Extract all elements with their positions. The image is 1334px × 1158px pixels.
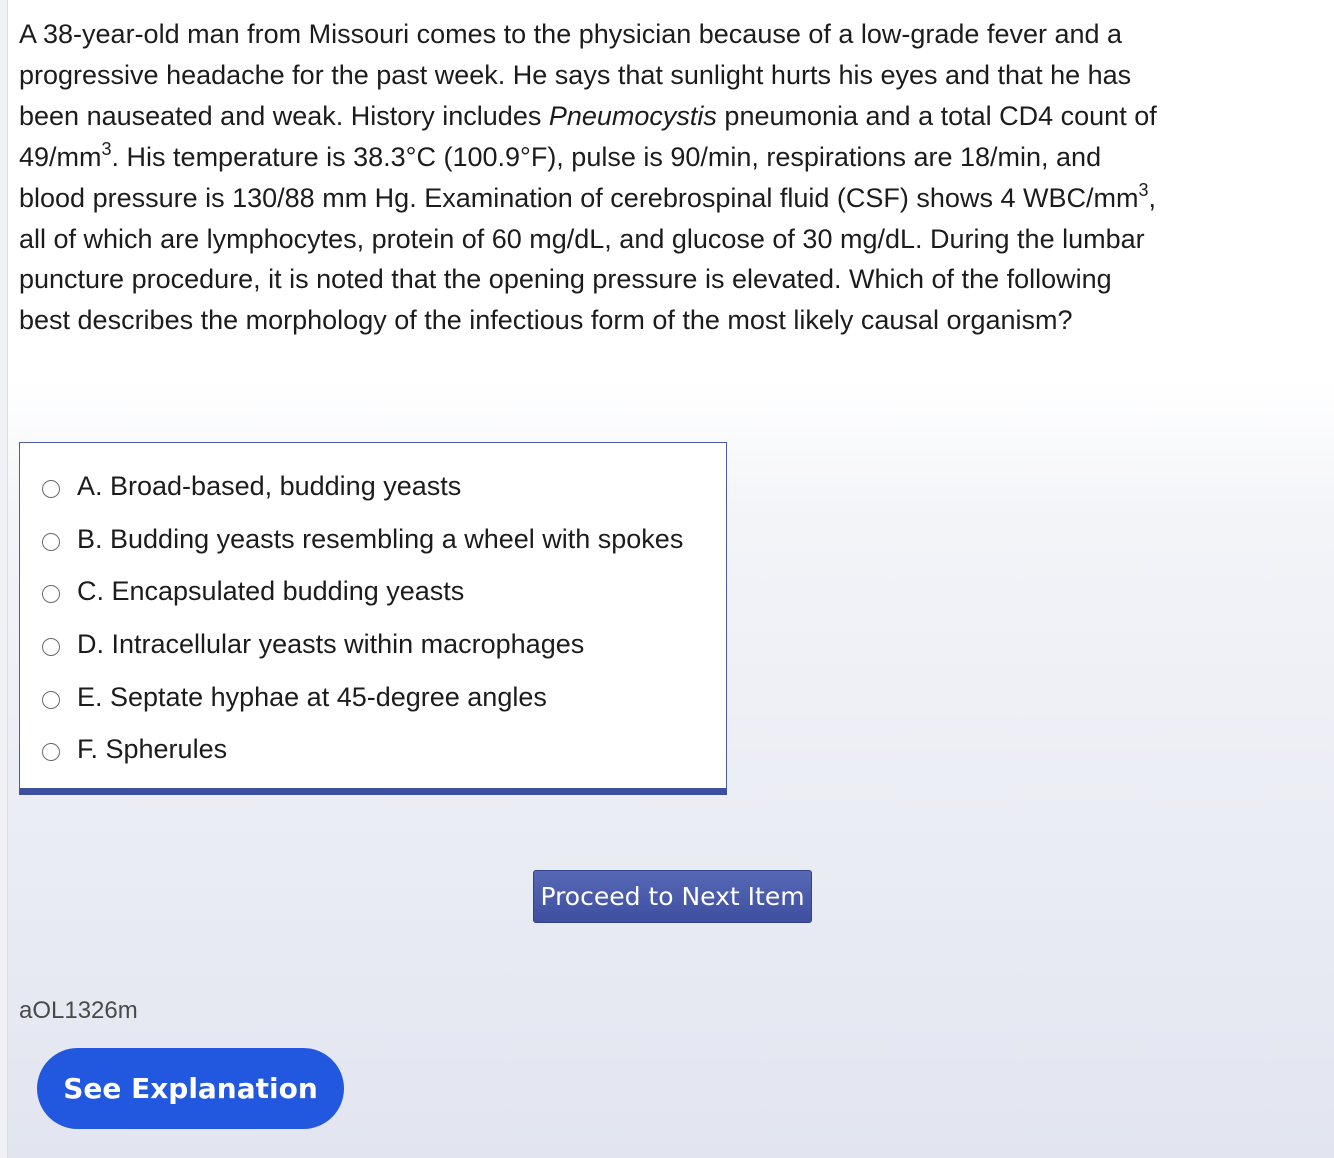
radio-button-b[interactable] — [42, 533, 60, 551]
answer-choice-a[interactable] — [42, 466, 461, 506]
answer-choice-c[interactable] — [42, 571, 464, 611]
answer-choices-panel — [19, 442, 727, 795]
answer-choice-label: D. Intracellular yeasts within macrophages — [77, 628, 585, 659]
answer-choice-label: B. Budding yeasts resembling a wheel with spokes — [77, 523, 684, 554]
answer-choice-d[interactable] — [42, 624, 584, 664]
stem-text-3: . His temperature is 38.3°C (100.9°F), pulse is 90/min, respirations are 18/min, and blood pressure is 130/88 mm Hg. Examination of cerebrospinal fluid (CSF) shows 4 WBC/mm — [19, 141, 1139, 213]
question-item-id: aOL1326m — [19, 997, 138, 1024]
answer-choice-f[interactable] — [42, 729, 227, 769]
radio-button-d[interactable] — [42, 638, 60, 656]
radio-button-f[interactable] — [42, 743, 60, 761]
proceed-next-item-button[interactable]: Proceed to Next Item — [533, 870, 812, 923]
answer-choice-label: E. Septate hyphae at 45-degree angles — [77, 681, 547, 712]
stem-superscript-2: 3 — [1138, 179, 1149, 200]
stem-text-1: A 38-year-old man from Missouri comes to the physician because of a low-grade fever and a progressive headache for the past week. He says that sunlight hurts his eyes and that he has been nauseated and weak. History includes — [19, 19, 1132, 131]
stem-superscript-1: 3 — [101, 138, 112, 159]
answer-choice-label: F. Spherules — [77, 733, 228, 764]
see-explanation-button[interactable]: See Explanation — [37, 1048, 344, 1129]
stem-text-4: , all of which are lymphocytes, protein of 60 mg/dL, and glucose of 30 mg/dL. During the lumbar puncture procedure, it is noted that the opening pressure is elevated. Which of the following best describes the morphology of the infectious form of the most likely causal organism? — [19, 182, 1156, 336]
answer-choice-b[interactable] — [42, 519, 683, 559]
left-border — [0, 0, 8, 1158]
stem-italic-organism: Pneumocystis — [548, 100, 717, 131]
answer-choice-label: A. Broad-based, budding yeasts — [77, 470, 462, 501]
stem-text-2: pneumonia and a total CD4 count of 49/mm — [19, 100, 1157, 172]
radio-button-a[interactable] — [42, 480, 60, 498]
answer-choice-label: C. Encapsulated budding yeasts — [77, 575, 465, 606]
answer-choice-e[interactable] — [42, 677, 547, 717]
radio-button-c[interactable] — [42, 585, 60, 603]
radio-button-e[interactable] — [42, 691, 60, 709]
question-stem — [19, 14, 1169, 341]
